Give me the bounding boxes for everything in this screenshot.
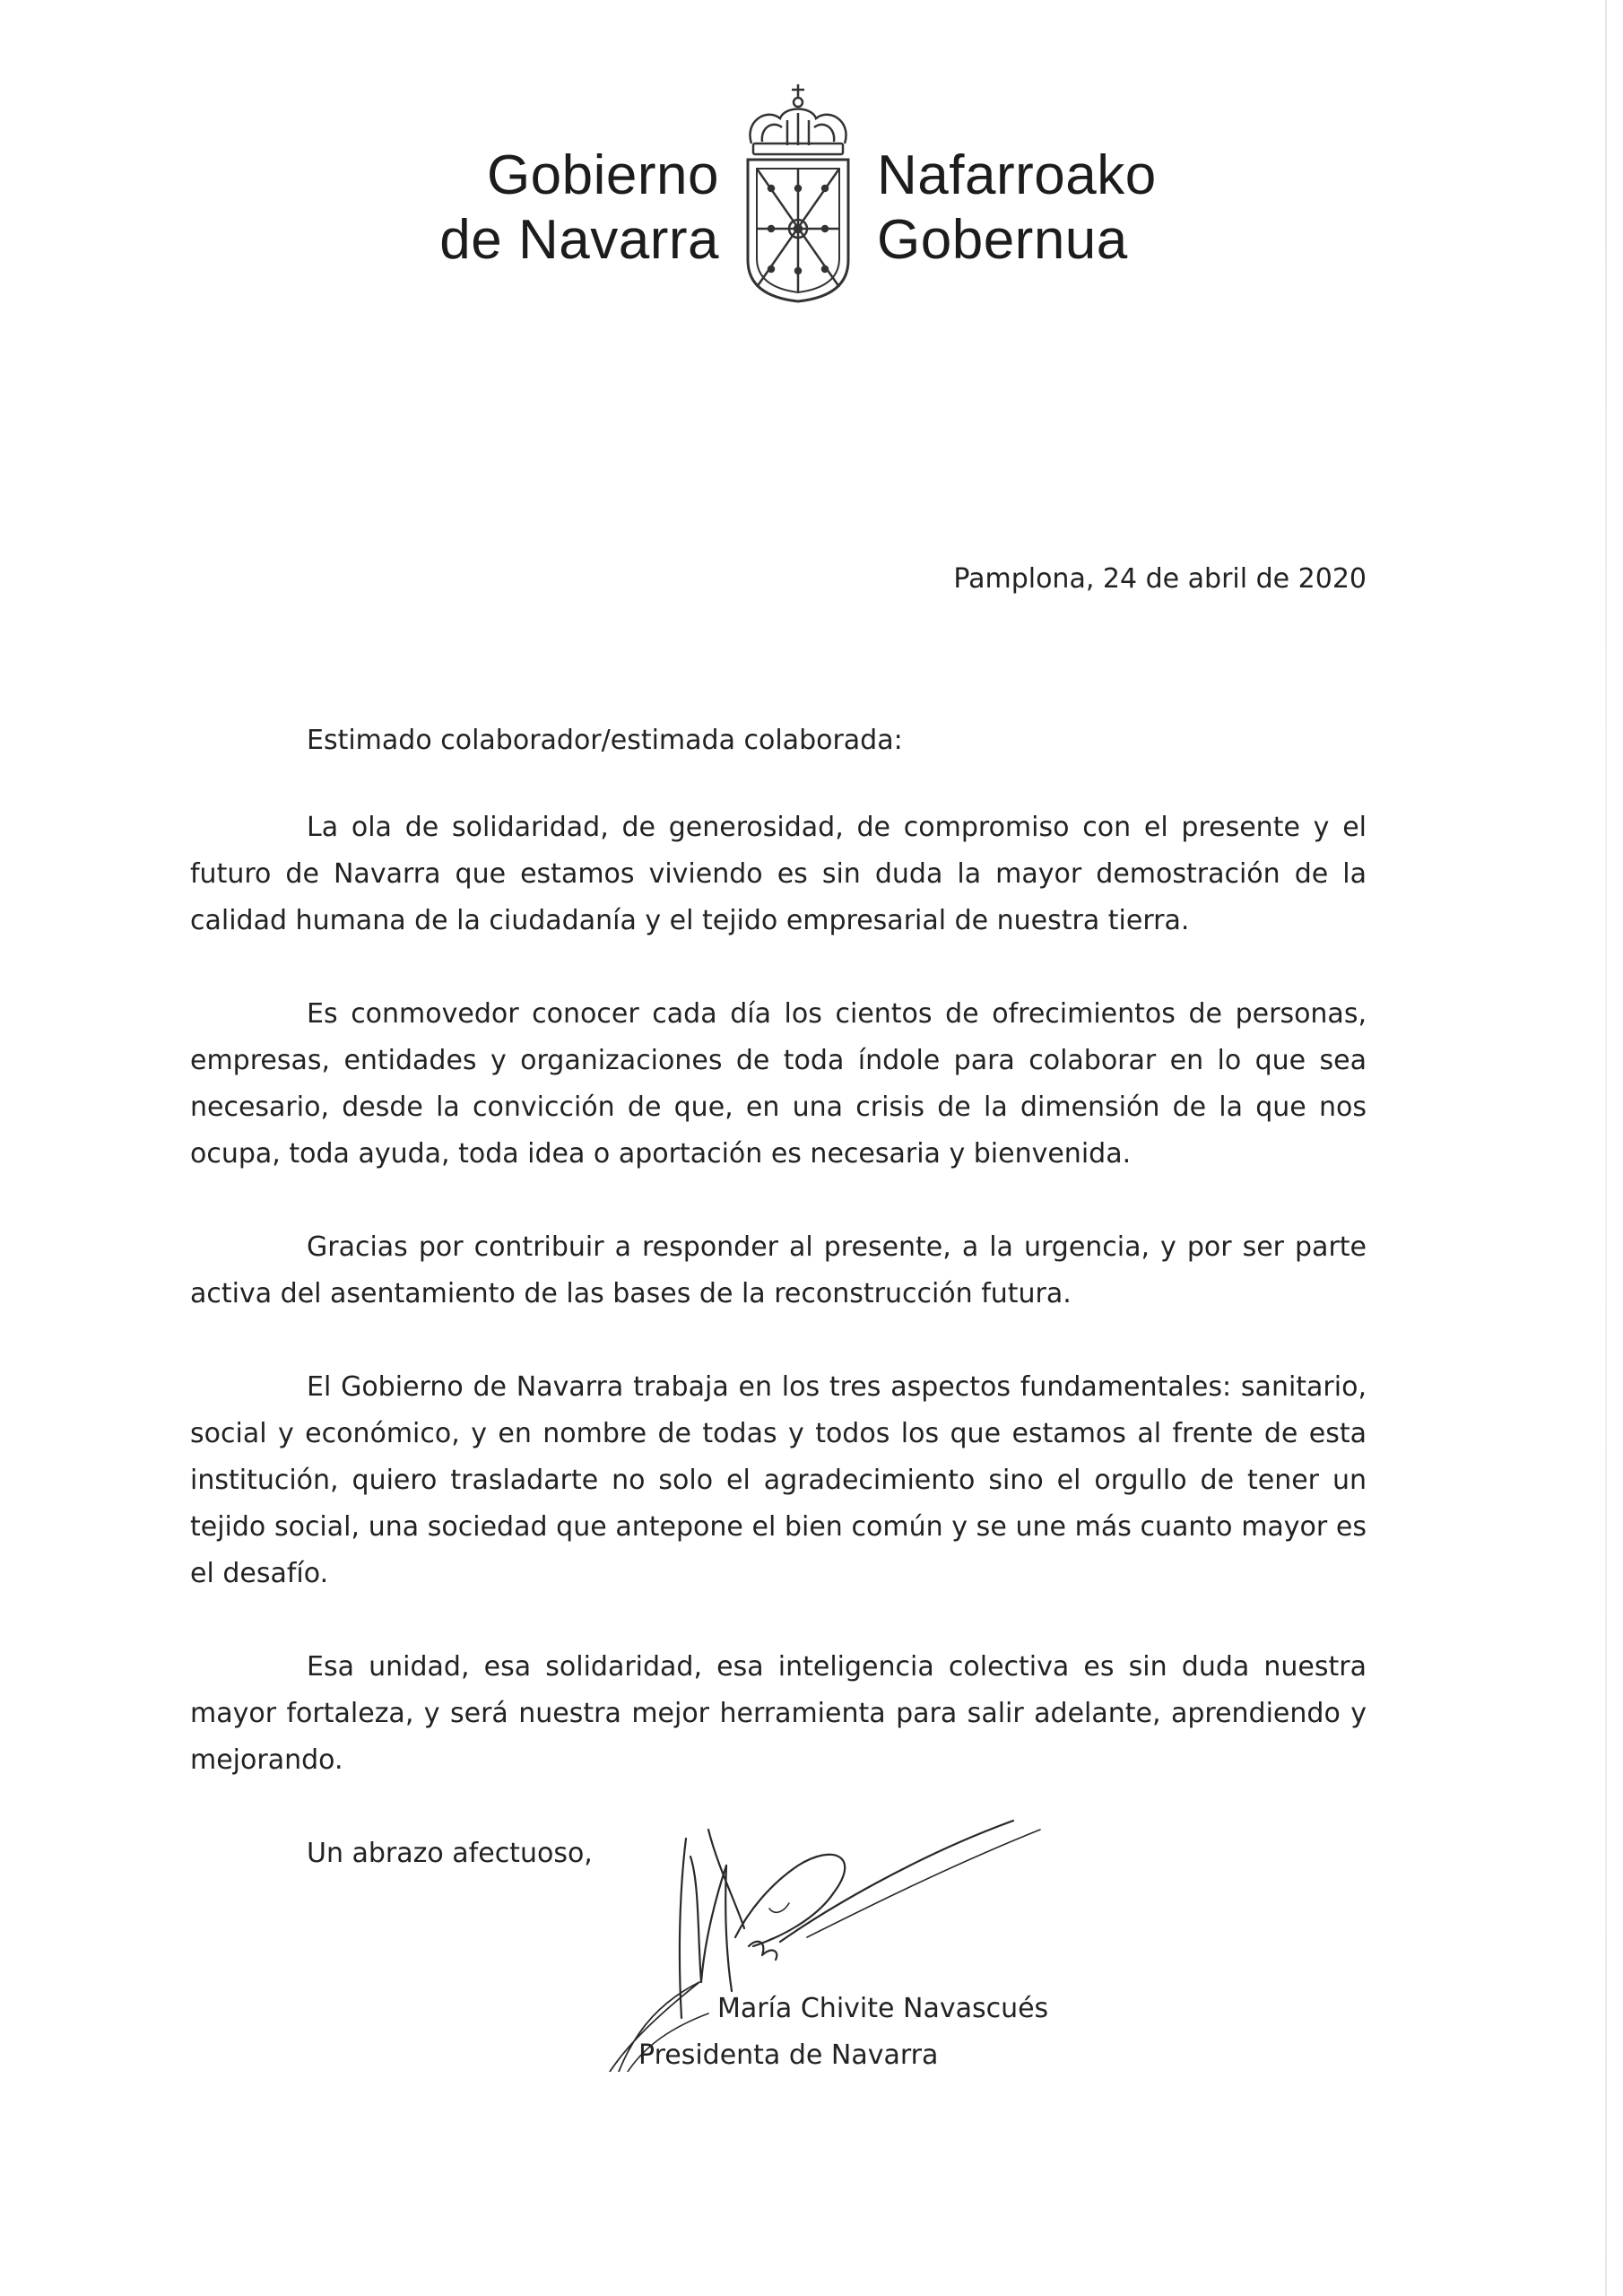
paragraph-1: La ola de solidaridad, de generosidad, de compromiso con el presente y el futuro de Navarra que estamos viviendo es sin duda la mayor demostración de la calidad humana de la ciudadanía y el tejido empresarial de nuestra tierra. bbox=[190, 812, 1367, 936]
scan-edge-line bbox=[1605, 0, 1607, 2296]
letterhead-right-line2: Gobernua bbox=[877, 209, 1128, 271]
salutation: Estimado colaborador/estimada colaborada: bbox=[307, 725, 903, 756]
coat-of-arms-navarra-icon bbox=[735, 81, 861, 305]
letter-date: Pamplona, 24 de abril de 2020 bbox=[953, 563, 1367, 595]
letterhead-spanish bbox=[395, 144, 719, 273]
letterhead-right-line1: Nafarroako bbox=[877, 144, 1157, 206]
letterhead-left-line2: de Navarra bbox=[439, 209, 719, 271]
letterhead bbox=[395, 81, 1228, 314]
paragraph-4: El Gobierno de Navarra trabaja en los tres aspectos fundamentales: sanitario, social y económico, y en nombre de todas y todos los que estamos al frente de esta institución, quiero trasladarte no solo el agradecimiento sino el orgullo de tener un tejido social, una sociedad que antepone el bien común y se une más cuanto mayor es el desafío. bbox=[190, 1371, 1367, 1589]
letterhead-left-line1: Gobierno bbox=[486, 144, 719, 206]
letterhead-basque bbox=[877, 144, 1157, 273]
closing: Un abrazo afectuoso, bbox=[307, 1838, 593, 1869]
signature-block bbox=[592, 1803, 1219, 2099]
paragraph-5: Esa unidad, esa solidaridad, esa inteligencia colectiva es sin duda nuestra mayor fortaleza, y será nuestra mejor herramienta para salir adelante, aprendiendo y mejorando. bbox=[190, 1651, 1367, 1776]
signer-name: María Chivite Navascués bbox=[717, 1993, 1049, 2024]
signer-title: Presidenta de Navarra bbox=[638, 2039, 939, 2071]
paragraph-2: Es conmovedor conocer cada día los cientos de ofrecimientos de personas, empresas, entidades y organizaciones de toda índole para colaborar en lo que sea necesario, desde la convicción de que, en una crisis de la dimensión de la que nos ocupa, toda ayuda, toda idea o aportación es necesaria y bienvenida. bbox=[190, 998, 1367, 1170]
letter-body bbox=[190, 718, 1367, 1877]
handwritten-signature bbox=[592, 1803, 1058, 2072]
paragraph-3: Gracias por contribuir a responder al presente, a la urgencia, y por ser parte activa del asentamiento de las bases de la reconstrucción futura. bbox=[190, 1231, 1367, 1309]
